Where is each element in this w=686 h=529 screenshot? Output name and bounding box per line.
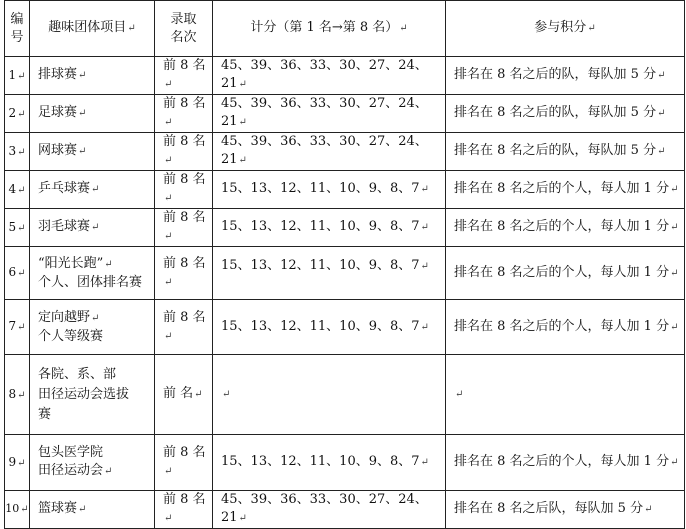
table-row [5,355,685,435]
header-rank: 录取 名次 [155,1,213,57]
row-number: 9↵ [5,435,30,491]
row-bonus: 排名在 8 名之后的队，每队加 5 分↵ [446,133,685,171]
row-bonus: 排名在 8 名之后队，每队加 5 分↵ [446,491,685,529]
row-rank: 前 8 名↵ [155,491,213,529]
header-score: 计分（第 1 名→第 8 名）↵ [213,1,446,57]
table-row [5,133,685,171]
row-item: 乒乓球赛↵ [30,171,155,209]
table-row [5,435,685,491]
header-bonus: 参与积分↵ [446,1,685,57]
row-rank: 前 8 名↵ [155,247,213,300]
row-number: 5↵ [5,209,30,247]
row-bonus: 排名在 8 名之后的队，每队加 5 分↵ [446,57,685,95]
row-number: 8↵ [5,355,30,435]
row-number: 1↵ [5,57,30,95]
row-number: 2↵ [5,95,30,133]
row-item: 羽毛球赛↵ [30,209,155,247]
row-rank: 前 名↵ [155,355,213,435]
row-number: 6↵ [5,247,30,300]
row-score: 15、13、12、11、10、9、8、7↵ [213,435,446,491]
row-rank: 前 8 名↵ [155,300,213,355]
row-rank: 前 8 名↵ [155,57,213,95]
row-bonus: 排名在 8 名之后的个人，每人加 1 分↵ [446,209,685,247]
row-bonus: ↵ [446,355,685,435]
row-item: “阳光长跑”↵ 个人、团体排名赛 [30,247,155,300]
row-score: 45、39、36、33、30、27、24、21↵ [213,57,446,95]
row-rank: 前 8 名↵ [155,133,213,171]
row-rank: 前 8 名↵ [155,171,213,209]
row-score: ↵ [213,355,446,435]
row-item: 网球赛↵ [30,133,155,171]
header-row [5,1,685,57]
row-rank: 前 8 名↵ [155,209,213,247]
row-item: 各院、系、部 田径运动会选拔 赛 [30,355,155,435]
row-number: 4↵ [5,171,30,209]
header-item: 趣味团体项目↵ [30,1,155,57]
row-score: 15、13、12、11、10、9、8、7↵ [213,247,446,300]
row-bonus: 排名在 8 名之后的个人，每人加 1 分↵ [446,435,685,491]
table-row [5,171,685,209]
row-item: 定向越野↵ 个人等级赛 [30,300,155,355]
row-number: 3↵ [5,133,30,171]
row-item: 足球赛↵ [30,95,155,133]
table-row [5,95,685,133]
row-bonus: 排名在 8 名之后的队，每队加 5 分↵ [446,95,685,133]
row-score: 45、39、36、33、30、27、24、21↵ [213,133,446,171]
table-row [5,57,685,95]
row-score: 45、39、36、33、30、27、24、21↵ [213,95,446,133]
row-item: 包头医学院 田径运动会↵ [30,435,155,491]
row-item: 排球赛↵ [30,57,155,95]
table-row [5,209,685,247]
row-bonus: 排名在 8 名之后的个人，每人加 1 分↵ [446,247,685,300]
row-score: 15、13、12、11、10、9、8、7↵ [213,209,446,247]
row-bonus: 排名在 8 名之后的个人，每人加 1 分↵ [446,300,685,355]
row-bonus: 排名在 8 名之后的个人，每人加 1 分↵ [446,171,685,209]
row-number: 10↵ [5,491,30,529]
row-item: 篮球赛↵ [30,491,155,529]
row-number: 7↵ [5,300,30,355]
row-rank: 前 8 名↵ [155,435,213,491]
row-score: 15、13、12、11、10、9、8、7↵ [213,171,446,209]
scoring-table [4,0,685,529]
table-row [5,247,685,300]
table-row [5,491,685,529]
table-row [5,300,685,355]
row-score: 15、13、12、11、10、9、8、7↵ [213,300,446,355]
row-rank: 前 8 名↵ [155,95,213,133]
header-number: 编 号 [5,1,30,57]
row-score: 45、39、36、33、30、27、24、21↵ [213,491,446,529]
